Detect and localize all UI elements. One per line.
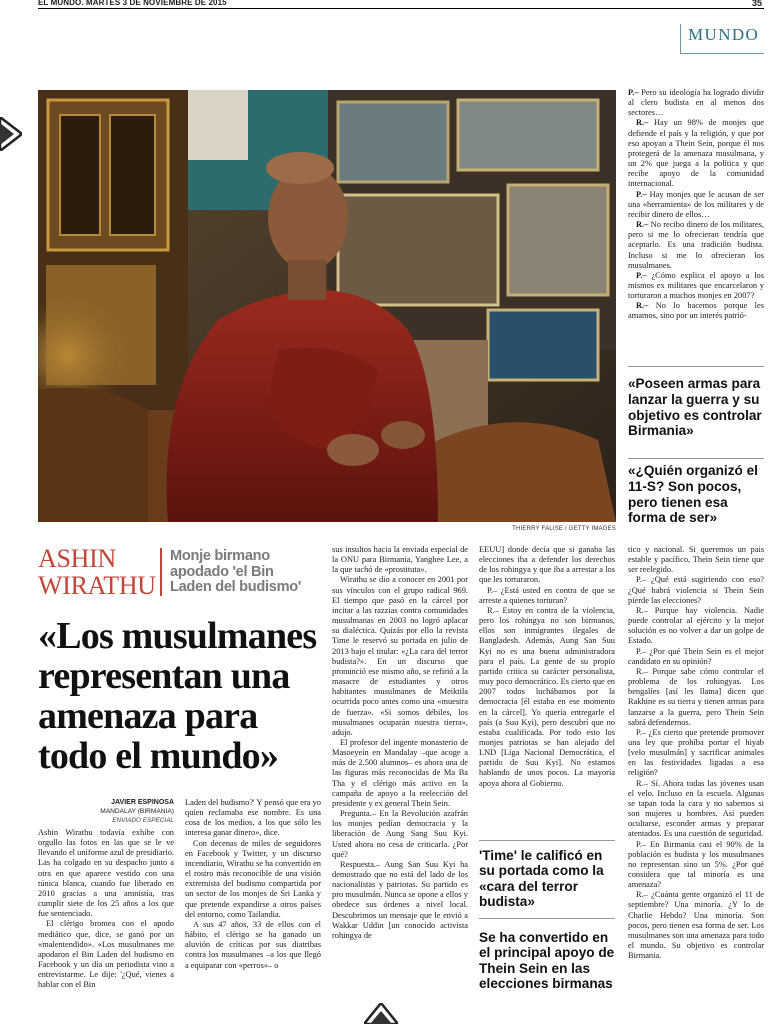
photo-credit: THIERRY FALISE / GETTY IMAGES — [512, 526, 616, 532]
qa-paragraph: R.– No lo hacemos porque les amamos, sino por un interés patrió- — [628, 301, 764, 321]
byline — [40, 798, 174, 825]
headline: «Los musulmanes representan una amenaza para todo el mundo» — [38, 615, 317, 777]
pull-quote: «Poseen armas para lanzar la guerra y su objetivo es controlar Birmania» — [628, 366, 764, 439]
qa-paragraph: R.– No recibo dinero de los militares, pero si me lo ofrecieran tendría que aceptarlo. Es una tradición budista. Incluso si me lo ofrecieran los musulmanes. — [628, 220, 764, 270]
qa-paragraph: P.– ¿Cómo explica el apoyo a los mismos ex militares que encarcelaron y torturaron a muchos monjes en 2007? — [628, 270, 764, 301]
article-column-3: sus insultos hacia la enviada especial de la ONU para Birmania, Yanghee Lee, a la que tachó de «prostituta». Wirathu se dio a conocer en 2001 por sus vínculos con el grupo radical 969. El tiempo que pasó en la cárcel por incitar a las razzias contra comunidades musulmanas en 2003 no logró aplacar su dialéctica. Quizás por ello la revista Time le reservó su portada en julio de 2013 bajo el titular: «¿La cara del terror budista?». En un discurso que pronunció ese mismo año, se refirió a la masacre de estudiantes y otros habitantes musulmanes de Meiktila ocurrida poco antes como una «muestra de fuerza». «Si somos débiles, los musulmanes ocuparán nuestra tierra», adujo. El profesor del ingente monasterio de Masoeyein en Mandalay –que acoge a más de 2.500 alumnos– es ahora una de las figuras más reconocidas de Ma Ba Tha y el clérigo más activo en la campaña de apoyo a la reelección del presidente y ex general Thein Sein. Pregunta.– En la Revolución azafrán los monjes pedían democracia y la liberación de Aung Sang Suu Kyi. Usted ahora no cesa de criticarla. ¿Por qué? Respuesta.– Aung San Suu Kyi ha demostrado que no está del lado de los nacionalistas y patriotas. Su partido es pro musulmán. Nunca se opone a ellos y obedece sus órdenes a nivel local. Descubrimos un mensaje que le envió a Wakkar Uddin [un conocido activista rohingya de — [332, 545, 468, 940]
subject-description: Monje birmano apodado 'el Bin Laden del budismo' — [170, 548, 302, 596]
qa-paragraph: P.– Hay monjes que le acusan de ser una «herramienta» de los militares y de recibir dinero de ellos… — [628, 189, 764, 219]
pull-quote: «¿Quién organizó el 11-S? Son pocos, pero tienen esa forma de ser» — [628, 458, 764, 526]
byline-place: MANDALAY (BIRMANIA) — [100, 808, 174, 815]
interview-continuation — [628, 88, 764, 322]
pull-quote: 'Time' le calificó en su portada como la «cara del terror budista» — [479, 840, 615, 909]
page-header — [38, 0, 764, 9]
pull-quote: Se ha convertido en el principal apoyo de Thein Sein en las elecciones birmanas — [479, 918, 615, 991]
subject-name: ASHIN WIRATHU — [38, 544, 156, 600]
article-column-4: EEUU] donde decía que si ganaba las elecciones iba a defender los derechos de los rohingya y que iba a arrestar a los que les torturaron. P.– ¿Está usted en contra de que se arreste a quienes torturan? R.– Estoy en contra de la violencia, pero los rohingya no son birmanos, ellos son inmigrantes ilegales de Bangladesh. Además, Aung San Suu Kyi no es una buena administradora para el país. La gente de su propio partido critica su carácter personalista, muy poco democrático. Es cierto que en 2007 todos luchábamos por la democracia [él estaba en ese momento en la cárcel]. Yo quería entregarle el país (a Suu Kyi), pero descubrí que no estaba cualificada. Por todo esto los monjes patriotas se han alejado del LND [Liga Nacional Democrática, el partido de Suu Kyi]. No estamos hablando de unos pocos. La mayoría apoya ahora al Gobierno. — [479, 545, 615, 788]
article-column-5: tico y nacional. Si queremos un país estable y pacífico, Thein Sein tiene que ser reelegido. P.– ¿Qué está sugiriendo con eso? ¿Qué habrá violencia si Thein Sein pierde las elecciones? R.– Porque hay violencia. Nadie puede controlar al ejército y la mejor solución es no volver a dar un golpe de Estado. P.– ¿Por qué Thein Sein es el mejor candidato en su opinión? R.– Porque sabe cómo controlar el problema de los rohingyas. Los bengalíes [así les llama] dicen que Rakhine es su tierra y tienen armas para lanzarse a la guerra, pero Thein Sein sabrá defendernos. P.– ¿Es cierto que pretende promover una ley que prohíba portar el hiyab [velo musulmán] y sacrificar animales en las festividades ligadas a esa religión? R.– Sí. Ahora todas las jóvenes usan el velo. Incluso en la escuela. Algunas se tapan toda la cara y no sabemos si son mujeres u hombres. Así pueden ocultarse, esconder armas y preparar atentados. Es una cuestión de seguridad. P.– En Birmania casi el 90% de la población es budista y los musulmanes no representan sino un 5%. ¿Por qué considera que tal minoría es una amenaza? R.– ¿Cuánta gente organizó el 11 de septiembre? Una minoría. ¿Y lo de Charlie Hebdo? Una minoría. Son pocos, pero tienen esa forma de ser. Los musulmanes son una amenaza para todo el mundo. Su objetivo es controlar Birmania. — [628, 545, 764, 961]
article-column-1: Ashin Wirathu todavía exhibe con orgullo las fotos en las que se le ve llevando el uniforme azul de presidiario. Las ha colgado en su despacho junto a otra en que aparece vestido con una túnica blanca, cuando fue liberado en 2010 gracias a una amnistía, tras cumplir siete de los 25 años a los que fue sentenciado. El clérigo bromea con el apodo mediático que, dice, se ganó por un «malentendido». «Los musulmanes me apodaron el Bin Laden del budismo en Facebook y un día un periodista vino a entrevistarme. Le dije: '¿Qué, vienes a hablar con el Bin — [38, 828, 174, 990]
section-name: MUNDO — [688, 25, 760, 44]
qa-paragraph: R.– Hay un 98% de monjes que defiende el país y la religión, y que por eso apoyan a Thein Sein, porque él nos protegerá de la amenaza musulmana, y un 2% que juega a la política y que recibe apoyo de la comunidad internacional. — [628, 118, 764, 189]
previous-page-button[interactable] — [0, 117, 22, 151]
article-column-2: Laden del budismo?' Y pensó que era yo quien reclamaba ese nombre. Es una cosa de los medios, a los que sólo les interesa ganar dinero», dice. Con decenas de miles de seguidores en Facebook y Twitter, y un discurso incendiario, Wirathu se ha convertido en el rostro más reconocible de una visión extremista del budismo compartida por un sector de los monjes de Sri Lanka y que pretende expandirse a otros países del entorno, como Tailandia. A sus 47 años, 33 de ellos con el hábito, el clérigo se ha ganado un aluvión de críticas por sus diatribas contra los musulmanes –a los que llegó a equiparar con «perros»– o — [185, 798, 321, 970]
page-number: 35 — [751, 0, 762, 8]
article-photo — [38, 90, 616, 522]
qa-paragraph: P.– Pero su ideología ha logrado dividir al clero budista en al menos dos sectores… — [628, 88, 764, 118]
byline-author: JAVIER ESPINOSA — [111, 799, 174, 806]
byline-role: ENVIADO ESPECIAL — [112, 817, 174, 824]
name-divider — [160, 548, 162, 596]
header-date: EL MUNDO. MARTES 3 DE NOVIEMBRE DE 2015 — [38, 0, 227, 7]
chevron-up-icon — [364, 1003, 398, 1024]
section-label — [680, 24, 764, 54]
chevron-left-icon — [0, 117, 22, 151]
next-page-button[interactable] — [364, 1003, 398, 1024]
